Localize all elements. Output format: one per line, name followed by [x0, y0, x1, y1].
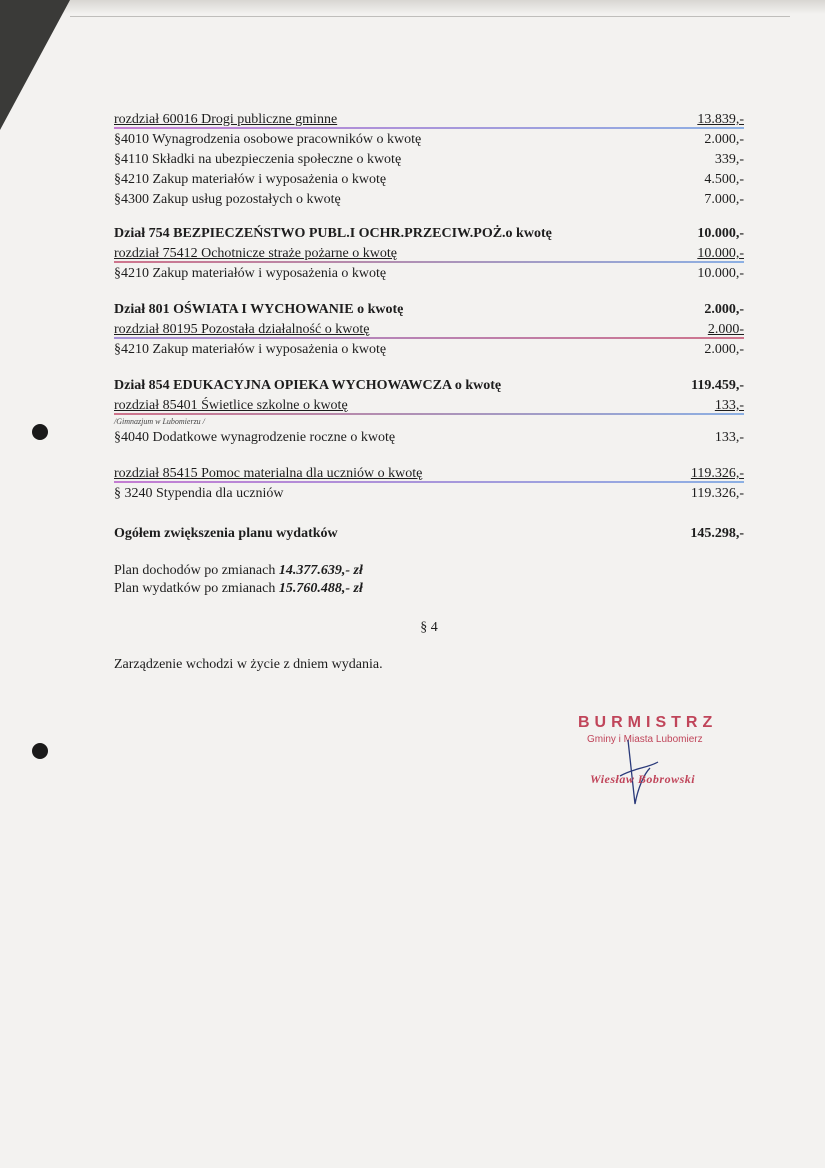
plan-income-value: 14.377.639,- zł — [278, 563, 363, 578]
budget-row-division: Dział 754 BEZPIECZEŃSTWO PUBL.I OCHR.PRZECIW.POŻ.o kwotę 10.000,- — [114, 226, 744, 241]
stamp-title: BURMISTRZ — [578, 714, 718, 731]
budget-row-item: §4300 Zakup usług pozostałych o kwotę 7.000,- — [114, 192, 744, 207]
budget-row-division: Dział 801 OŚWIATA I WYCHOWANIE o kwotę 2.000,- — [114, 302, 744, 317]
binder-hole-top — [32, 424, 48, 440]
closing-statement: Zarządzenie wchodzi w życie z dniem wydania. — [114, 657, 383, 672]
binder-hole-bottom — [32, 743, 48, 759]
plan-expense-line — [114, 580, 363, 598]
top-rule — [70, 16, 790, 17]
folded-corner — [0, 0, 70, 130]
plan-income-line — [114, 562, 363, 580]
page-fold-shadow — [60, 0, 825, 14]
colored-underline — [114, 127, 744, 129]
colored-underline — [114, 481, 744, 483]
budget-row-chapter: rozdział 60016 Drogi publiczne gminne 13.839,- — [114, 112, 744, 127]
plan-expense-value: 15.760.488,- zł — [278, 581, 363, 596]
budget-row-item: § 3240 Stypendia dla uczniów 119.326,- — [114, 486, 744, 501]
colored-underline — [114, 337, 744, 339]
budget-row-chapter: rozdział 85415 Pomoc materialna dla uczniów o kwotę 119.326,- — [114, 466, 744, 481]
budget-row-item: §4110 Składki na ubezpieczenia społeczne o kwotę 339,- — [114, 152, 744, 167]
plan-income-label: Plan dochodów po zmianach — [114, 563, 276, 578]
budget-row-item: §4010 Wynagrodzenia osobowe pracowników o kwotę 2.000,- — [114, 132, 744, 147]
unit-note: /Gimnazjum w Lubomierzu / — [114, 417, 205, 426]
budget-row-item: §4210 Zakup materiałów i wyposażenia o kwotę 2.000,- — [114, 342, 744, 357]
stamp-name: Wiesław Bobrowski — [590, 772, 696, 786]
total-row: Ogółem zwiększenia planu wydatków 145.298,- — [114, 526, 744, 541]
budget-row-item: §4210 Zakup materiałów i wyposażenia o kwotę 10.000,- — [114, 266, 744, 281]
budget-row-chapter: rozdział 85401 Świetlice szkolne o kwotę 133,- — [114, 398, 744, 413]
budget-row-chapter: rozdział 75412 Ochotnicze straże pożarne o kwotę 10.000,- — [114, 246, 744, 261]
budget-row-item: §4210 Zakup materiałów i wyposażenia o kwotę 4.500,- — [114, 172, 744, 187]
paragraph-heading: § 4 — [420, 620, 438, 635]
budget-row-chapter: rozdział 80195 Pozostała działalność o kwotę 2.000- — [114, 322, 744, 337]
budget-row-division: Dział 854 EDUKACYJNA OPIEKA WYCHOWAWCZA o kwotę 119.459,- — [114, 378, 744, 393]
budget-row-item: §4040 Dodatkowe wynagrodzenie roczne o kwotę 133,- — [114, 430, 744, 445]
stamp-subtitle: Gminy i Miasta Lubomierz — [587, 734, 703, 745]
colored-underline — [114, 413, 744, 415]
colored-underline — [114, 261, 744, 263]
plan-expense-label: Plan wydatków po zmianach — [114, 581, 276, 596]
